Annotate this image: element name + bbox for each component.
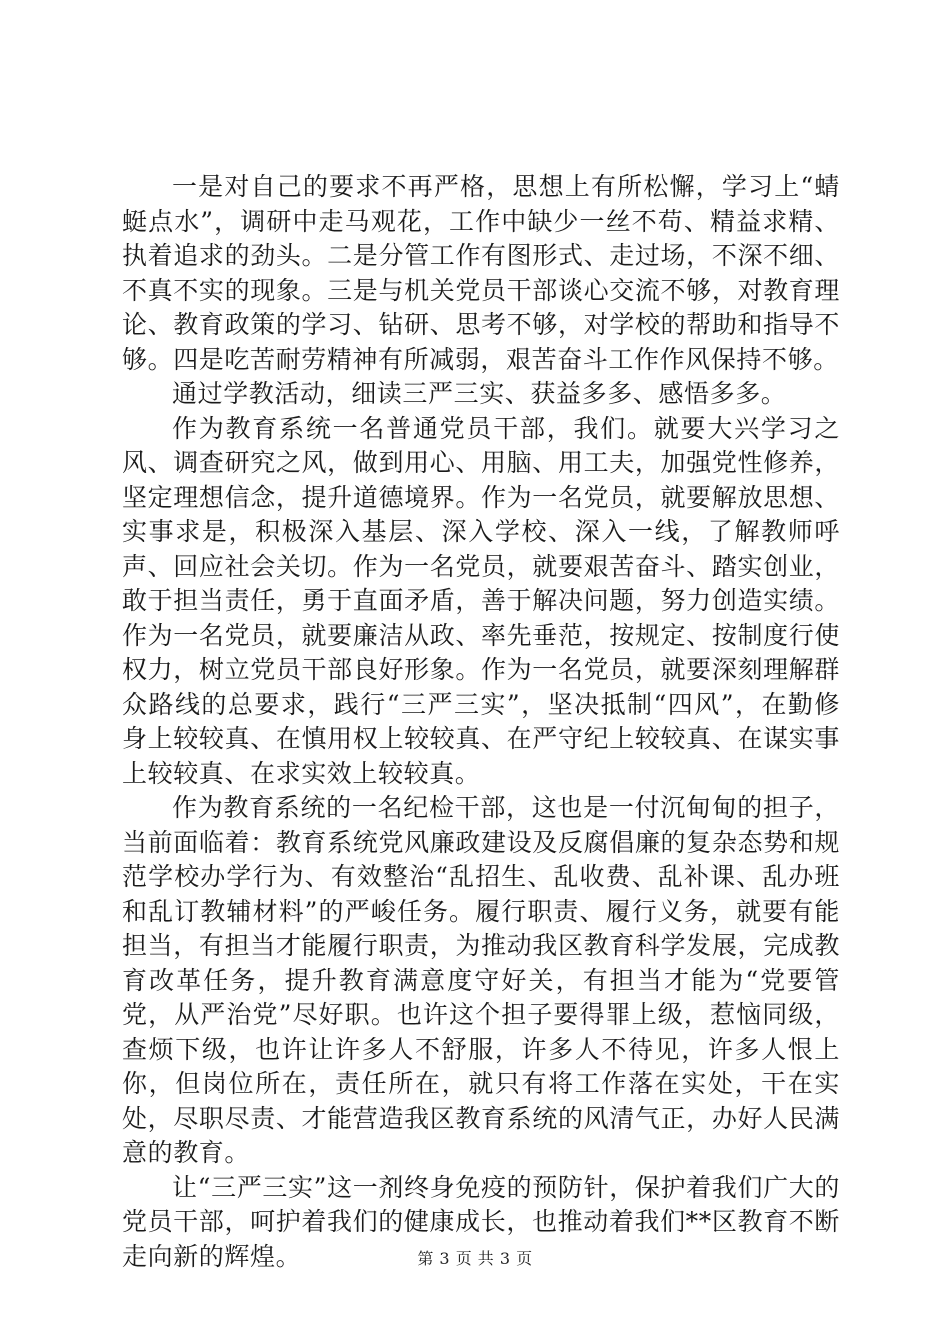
paragraph-4: 作为教育系统的一名纪检干部，这也是一付沉甸甸的担子，当前面临着：教育系统党风廉政建设及反腐倡廉的复杂态势和规范学校办学行为、有效整治“乱招生、乱收费、乱补课、乱办班和乱订教辅材料”的严峻任务。履行职责、履行义务，就要有能担当，有担当才能履行职责，为推动我区教育科学发展，完成教育改革任务，提升教育满意度守好关，有担当才能为“党要管党，从严治党”尽好职。也许这个担子要得罪上级，惹恼同级，查烦下级，也许让许多人不舒服，许多人不待见，许多人恨上你，但岗位所在，责任所在，就只有将工作落在实处，干在实处，尽职尽责、才能营造我区教育系统的风清气正，办好人民满意的教育。 [122, 793, 840, 1167]
paragraph-2: 通过学教活动，细读三严三实、获益多多、感悟多多。 [172, 379, 787, 408]
paragraph-3: 作为教育系统一名普通党员干部，我们。就要大兴学习之风、调查研究之风，做到用心、用脑、用工夫，加强党性修养，坚定理想信念，提升道德境界。作为一名党员，就要解放思想、实事求是，积极深入基层、深入学校、深入一线，了解教师呼声、回应社会关切。作为一名党员，就要艰苦奋斗、踏实创业，敢于担当责任，勇于直面矛盾，善于解决问题，努力创造实绩。作为一名党员，就要廉洁从政、率先垂范，按规定、按制度行使权力，树立党员干部良好形象。作为一名党员，就要深刻理解群众路线的总要求，践行“三严三实”，坚决抵制“四风”，在勤修身上较较真、在慎用权上较较真、在严守纪上较较真、在谋实事上较较真、在求实效上较较真。 [122, 413, 840, 788]
page-number-footer: 第 3 页 共 3 页 [417, 1249, 533, 1268]
paragraph-5: 让“三严三实”这一剂终身免疫的预防针，保护着我们广大的党员干部，呵护着我们的健康成长，也推动着我们**区教育不断走向新的辉煌。 [122, 1172, 840, 1271]
paragraph-1: 一是对自己的要求不再严格，思想上有所松懈，学习上“蜻蜓点水”，调研中走马观花，工作中缺少一丝不苟、精益求精、执着追求的劲头。二是分管工作有图形式、走过场，不深不细、不真不实的现象。三是与机关党员干部谈心交流不够，对教育理论、教育政策的学习、钻研、思考不够，对学校的帮助和指导不够。四是吃苦耐劳精神有所减弱，艰苦奋斗工作作风保持不够。 [122, 172, 840, 374]
document-body [122, 170, 840, 1274]
